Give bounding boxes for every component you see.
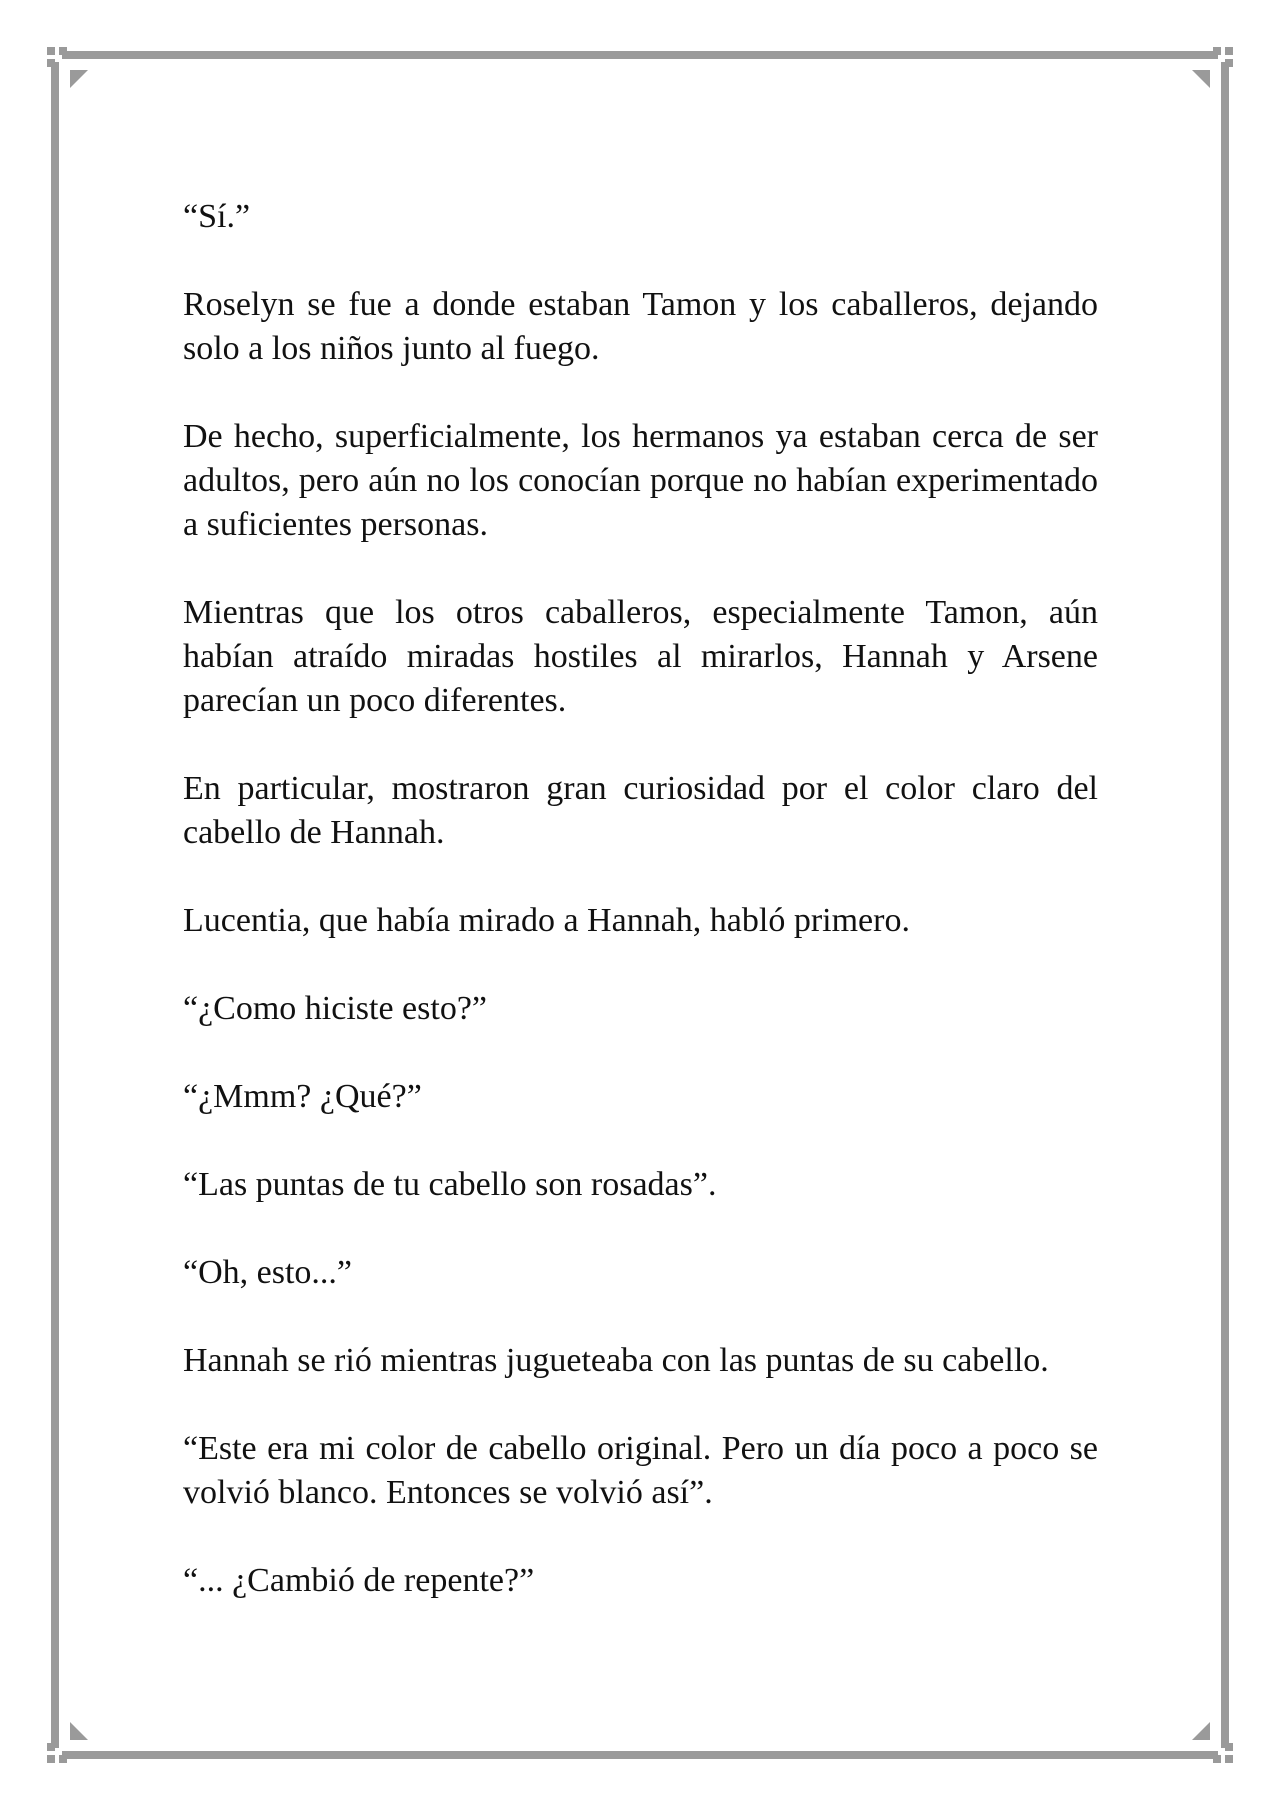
frame-corner-ornament <box>1211 47 1233 69</box>
frame-corner-triangle <box>1192 70 1210 88</box>
dialogue-paragraph: “¿Mmm? ¿Qué?” <box>183 1078 422 1115</box>
dialogue-paragraph: “Este era mi color de cabello original. Pero un día poco a poco se volvió blanco. Entonces se volvió así”. <box>183 1430 1098 1511</box>
frame-corner-ornament <box>1211 1741 1233 1763</box>
narration-paragraph: Roselyn se fue a donde estaban Tamon y los caballeros, dejando solo a los niños junto al fuego. <box>183 286 1098 367</box>
frame-corner-triangle <box>70 1722 88 1740</box>
dialogue-paragraph: “¿Como hiciste esto?” <box>183 990 488 1027</box>
dialogue-paragraph: “... ¿Cambió de repente?” <box>183 1562 535 1599</box>
frame-corner-ornament <box>47 1741 69 1763</box>
narration-paragraph: De hecho, superficialmente, los hermanos ya estaban cerca de ser adultos, pero aún no los conocían porque no habían experimentado a suficientes personas. <box>183 418 1098 543</box>
frame-corner-triangle <box>70 70 88 88</box>
narration-paragraph: Mientras que los otros caballeros, especialmente Tamon, aún habían atraído miradas hostiles al mirarlos, Hannah y Arsene parecían un poco diferentes. <box>183 594 1098 719</box>
frame-corner-triangle <box>1192 1722 1210 1740</box>
dialogue-paragraph: “Sí.” <box>183 198 251 235</box>
frame-left-border <box>51 62 59 1748</box>
frame-corner-ornament <box>47 47 69 69</box>
page-body-text <box>183 195 1098 1647</box>
narration-paragraph: Lucentia, que había mirado a Hannah, habló primero. <box>183 902 910 939</box>
narration-paragraph: Hannah se rió mientras jugueteaba con las puntas de su cabello. <box>183 1342 1049 1379</box>
narration-paragraph: En particular, mostraron gran curiosidad por el color claro del cabello de Hannah. <box>183 770 1098 851</box>
dialogue-paragraph: “Las puntas de tu cabello son rosadas”. <box>183 1166 717 1203</box>
dialogue-paragraph: “Oh, esto...” <box>183 1254 353 1291</box>
frame-top-border <box>62 51 1218 59</box>
frame-bottom-border <box>62 1751 1218 1759</box>
frame-right-border <box>1221 62 1229 1748</box>
